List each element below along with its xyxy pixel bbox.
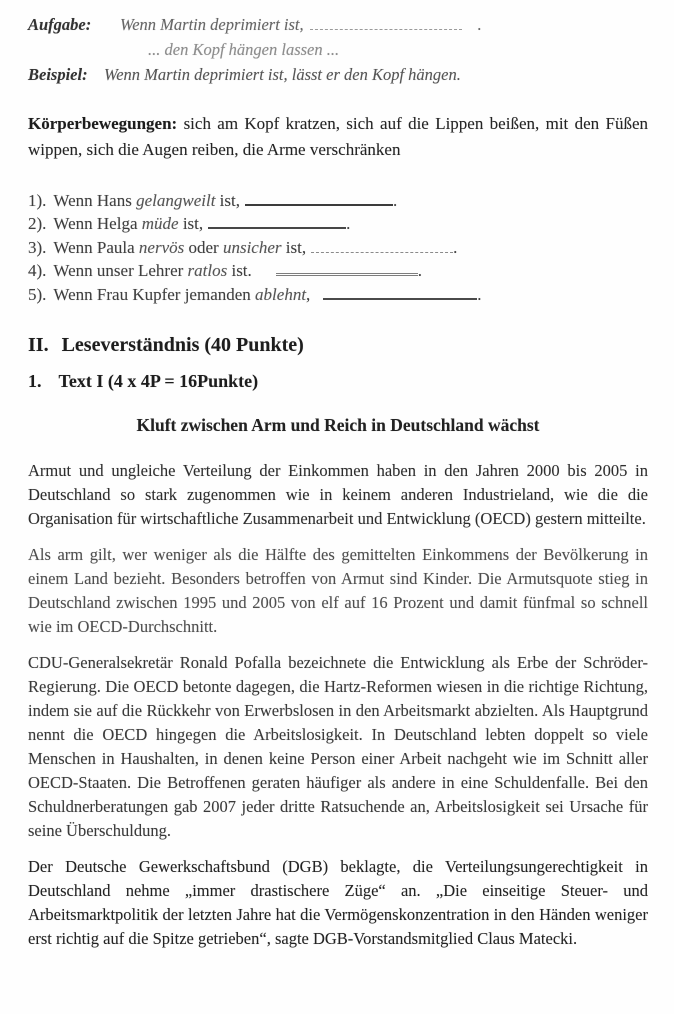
- article-paragraph: Als arm gilt, wer weniger als die Hälfte des gemittelten Einkommens der Bevölkerung in einem Land bezieht. Besonders betroffen von Armut sind Kinder. Die Armutsquote stieg in Deutschland zwischen 1995 und 2005 von elf auf 16 Prozent und damit fünfmal so schnell wie im OECD-Durchschnitt.: [28, 545, 648, 637]
- item-text: Wenn Paula: [53, 237, 139, 257]
- item-keyword: müde: [141, 214, 179, 234]
- list-item: [28, 236, 648, 259]
- fill-blank-line: [208, 214, 346, 230]
- item-keyword: nervös: [138, 237, 185, 257]
- article-paragraph: Der Deutsche Gewerkschaftsbund (DGB) beklagte, die Verteilungsungerechtigkeit in Deutschland nehme „immer drastischere Züge“ an. „Die einseitige Steuer- und Arbeitsmarktpolitik der letzten Jahre hat die Vermögenskonzentration in den Händen weniger erst richtig auf die Spitze getrieben“, sagte DGB-Vorstandsmitglied Claus Matecki.: [28, 857, 648, 949]
- example-row: [28, 62, 648, 87]
- vocabulary-block: [28, 111, 648, 163]
- section-title: Leseverständnis (40 Punkte): [61, 334, 304, 357]
- item-text: Wenn Helga: [53, 214, 142, 234]
- article-title: Kluft zwischen Arm und Reich in Deutschland wächst: [136, 415, 540, 436]
- task-hint: ... den Kopf hängen lassen ...: [148, 40, 340, 59]
- item-period: .: [453, 237, 458, 257]
- item-keyword: gelangweilt: [136, 191, 216, 210]
- item-number: 2).: [28, 214, 47, 234]
- item-keyword-2: unsicher: [222, 237, 282, 257]
- item-keyword: ablehnt: [255, 284, 307, 304]
- article-paragraph: Armut und ungleiche Verteilung der Einkommen haben in den Jahren 2000 bis 2005 in Deutschland so stark zugenommen wie in keinem anderen Industrieland, wie die die Organisation für wirtschaftliche Zusammenarbeit und Entwicklung (OECD) gestern mitteilte.: [28, 461, 648, 529]
- item-text-end: ,: [306, 284, 311, 304]
- fill-blank-line: [310, 16, 462, 30]
- item-text: Wenn Hans: [53, 191, 137, 210]
- subsection-title: Text I (4 x 4P = 16Punkte): [58, 371, 259, 392]
- fill-blank-line: [311, 238, 453, 253]
- vocabulary-words: sich am Kopf kratzen, sich auf die Lippen beißen, mit den Füßen wippen, sich die Augen reiben, die Arme verschränken: [28, 114, 648, 159]
- list-item: [28, 212, 648, 235]
- example-label: Beispiel:: [28, 65, 88, 84]
- item-number: 4).: [28, 261, 47, 281]
- subsection-number: 1.: [28, 371, 42, 392]
- item-period: .: [392, 191, 398, 210]
- task-header: [28, 12, 648, 87]
- subsection-heading: [28, 369, 648, 393]
- vocabulary-label: Körperbewegungen:: [28, 114, 178, 133]
- fill-blank-line: [245, 190, 393, 206]
- example-sentence: Wenn Martin deprimiert ist, lässt er den Kopf hängen.: [104, 65, 461, 84]
- fill-blank-line: [276, 260, 418, 277]
- list-item: [28, 189, 648, 212]
- item-text-mid: oder: [184, 237, 223, 257]
- list-item: [28, 259, 648, 282]
- item-text-end: ist.: [227, 261, 252, 281]
- article-paragraph: CDU-Generalsekretär Ronald Pofalla bezeichnete die Entwicklung als Erbe der Schröder-Regierung. Die OECD betonte dagegen, die Hartz-Reformen wiesen in die richtige Richtung, indem sie auf die Rückkehr von Erwerbslosen in den Arbeitsmarkt abzielten. Als Hauptgrund nennt die OECD hingegen die Arbeitslosigkeit. In Deutschland lebten doppelt so viele Menschen in Haushalten, in denen keine Person einer Arbeit nachgeht wie im Schnitt aller OECD-Staaten. Die Betroffenen geraten häufiger als andere in eine Schuldenfalle. Bei den Schuldnerberatungen gab 2007 jeder dritte Ratsuchende an, Arbeitslosigkeit sei Ursache für seine Überschuldung.: [28, 653, 648, 841]
- task-label: Aufgabe:: [28, 15, 92, 34]
- item-text-end: ist,: [178, 214, 204, 234]
- fill-blank-line: [323, 284, 477, 300]
- item-text: Wenn Frau Kupfer jemanden: [53, 284, 256, 304]
- exercise-list: [28, 189, 648, 306]
- item-period: .: [346, 214, 351, 234]
- task-prompt-row: [28, 12, 648, 37]
- item-number: 5).: [28, 284, 47, 304]
- item-text-end: ist,: [215, 191, 240, 210]
- item-keyword: ratlos: [187, 261, 228, 281]
- list-item: [28, 283, 648, 306]
- section-number: II.: [28, 334, 49, 357]
- task-sentence: Wenn Martin deprimiert ist,: [120, 15, 304, 34]
- item-number: 3).: [28, 237, 47, 257]
- item-text: Wenn unser Lehrer: [53, 261, 188, 281]
- section-heading: [28, 332, 648, 358]
- item-number: 1).: [28, 191, 47, 210]
- item-period: .: [477, 284, 482, 304]
- item-text-end: ist,: [281, 237, 307, 257]
- task-sentence-period: .: [477, 15, 482, 34]
- item-period: .: [417, 261, 423, 281]
